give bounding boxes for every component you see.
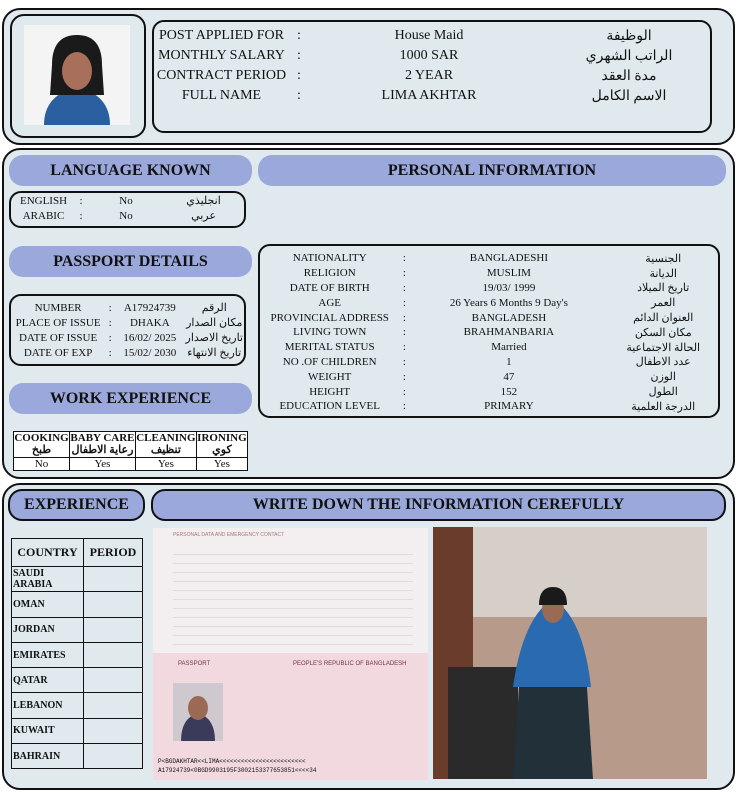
row-colon: : [402,400,406,413]
row-label: DATE OF EXP [23,346,93,359]
row-colon: : [108,331,112,344]
row-value: House Maid [394,28,464,43]
row-colon: : [297,88,301,103]
passport-label: PASSPORT [178,661,211,667]
row-colon: : [402,281,406,294]
candidate-photo [24,25,130,125]
row-arabic-label: تاريخ الانتهاء [187,347,242,359]
personal-row [260,281,718,296]
experience-row [12,693,143,718]
experience-header-row [12,539,143,567]
skill-name-arabic: كوي [212,443,232,456]
work-table [13,431,248,471]
row-arabic-label: الديانة [649,267,677,280]
header-row [154,26,710,46]
period-cell[interactable] [84,617,143,642]
row-label: NUMBER [34,301,82,314]
row-arabic-label: الرقم [201,302,227,314]
work-skill-header [135,432,196,458]
personal-row [260,369,718,384]
row-label: FULL NAME [181,88,262,103]
experience-row [12,642,143,667]
personal-row [260,310,718,325]
header-row [154,66,710,86]
experience-row [12,744,143,769]
row-colon: : [108,316,112,329]
language-box [9,191,246,228]
row-label: PLACE OF ISSUE [15,316,101,329]
row-colon: : [402,385,406,398]
row-value: LIMA AKHTAR [381,88,477,103]
personal-row [260,325,718,340]
row-colon: : [402,370,406,383]
row-value: No [119,194,133,207]
row-colon: : [402,311,406,324]
language-row [11,193,244,208]
header-row [154,46,710,66]
row-label: NO .OF CHILDREN [282,355,377,368]
country-cell: OMAN [12,592,84,617]
personal-row [260,355,718,370]
row-label: WEIGHT [308,370,352,383]
row-arabic-label: تاريخ الاصدار [185,332,243,344]
passport-box [9,294,246,366]
row-value: BANGLADESH [471,311,547,324]
row-label: MONTHLY SALARY [158,48,285,63]
row-colon: : [402,267,406,280]
experience-row [12,592,143,617]
row-colon: : [297,68,301,83]
row-colon: : [297,28,301,43]
row-value: 15/02/ 2030 [123,346,177,359]
skill-name: BABY CARE [70,432,135,444]
row-colon: : [402,355,406,368]
row-label: DATE OF BIRTH [289,281,370,294]
skill-name-arabic: طبخ [31,443,52,456]
row-arabic-label: عدد الاطفال [635,356,691,369]
personal-box [258,244,720,418]
country-header: COUNTRY [12,539,84,567]
row-colon: : [79,209,83,222]
row-label: HEIGHT [309,385,351,398]
row-label: RELIGION [303,267,356,280]
row-value: DHAKA [129,316,170,329]
row-label: EDUCATION LEVEL [279,400,380,413]
row-value: PRIMARY [484,400,534,413]
row-label: MERITAL STATUS [284,341,375,354]
row-value: MUSLIM [486,267,531,280]
row-arabic-label: انجليذي [186,195,221,207]
period-cell[interactable] [84,718,143,743]
experience-row [12,617,143,642]
personal-title: PERSONAL INFORMATION [258,155,726,186]
personal-row [260,384,718,399]
passport-row [11,345,244,360]
country-cell: LEBANON [12,693,84,718]
row-value: A17924739 [123,301,176,314]
row-arabic-label: الطول [648,386,678,399]
language-row [11,208,244,223]
row-value: 152 [500,385,518,398]
passport-mrz-line-1: P<BGDAKHTAR<<LIMA<<<<<<<<<<<<<<<<<<<<<<<< [158,758,306,765]
passport-holder-photo [173,683,223,741]
passport-mrz-line-2: A17924739<0BGD9903195F3002153377653851<<<<34 [158,767,317,774]
row-arabic-label: تاريخ الميلاد [637,282,690,295]
row-value: BRAHMANBARIA [463,326,555,339]
full-body-photo [433,527,707,779]
country-cell: SAUDI ARABIA [12,567,84,592]
row-value: 19/03/ 1999 [482,281,536,294]
row-arabic-label: الجنسية [645,252,682,265]
row-arabic-label: الراتب الشهري [585,48,673,64]
row-colon: : [402,296,406,309]
row-arabic-label: مدة العقد [601,68,657,84]
row-arabic-label: الاسم الكامل [591,88,667,104]
row-label: ENGLISH [19,194,68,207]
job-info-box [152,20,712,133]
work-value-row [14,458,248,471]
row-arabic-label: الوظيفة [606,28,652,44]
work-skill-value: Yes [135,458,196,471]
row-colon: : [297,48,301,63]
row-arabic-label: الحالة الاجتماعية [626,341,701,354]
work-skill-header [14,432,70,458]
row-value: 47 [503,370,515,383]
country-cell: KUWAIT [12,718,84,743]
row-colon: : [108,301,112,314]
row-arabic-label: العمر [651,297,676,310]
work-skill-header [196,432,247,458]
row-value: 1000 SAR [399,48,459,63]
header-row [154,86,710,106]
row-label: CONTRACT PERIOD [156,68,287,83]
row-arabic-label: مكان السكن [634,326,692,339]
row-arabic-label: الدرجة العلمية [631,400,696,413]
country-cell: QATAR [12,668,84,693]
row-value: BANGLADESHI [469,252,549,265]
language-title: LANGUAGE KNOWN [9,155,252,186]
country-cell: BAHRAIN [12,744,84,769]
work-skill-value: No [14,458,70,471]
passport-row [11,315,244,330]
period-cell[interactable] [84,567,143,592]
personal-row [260,266,718,281]
skill-name: CLEANING [136,432,196,444]
personal-row [260,340,718,355]
row-label: LIVING TOWN [293,326,367,339]
experience-row [12,718,143,743]
skill-name: COOKING [14,432,69,444]
experience-table [11,538,143,769]
passport-bio-page [153,653,428,780]
skill-name: IRONING [197,432,247,444]
row-colon: : [79,194,83,207]
passport-data-page-heading: PERSONAL DATA AND EMERGENCY CONTACT [173,532,285,538]
row-value: Married [491,341,527,354]
personal-row [260,399,718,414]
row-label: NATIONALITY [292,252,367,265]
period-cell[interactable] [84,642,143,667]
row-arabic-label: العنوان الدائم [633,312,694,325]
country-cell: EMIRATES [12,642,84,667]
skill-name-arabic: تنظيف [150,443,181,456]
passport-scan [153,528,428,780]
work-skill-value: Yes [196,458,247,471]
row-label: DATE OF ISSUE [18,331,98,344]
experience-title: EXPERIENCE [8,489,145,521]
work-skill-header [70,432,136,458]
row-value: 2 YEAR [404,68,454,83]
row-label: AGE [318,296,341,309]
work-header-row [14,432,248,458]
row-value: No [119,209,133,222]
work-title: WORK EXPERIENCE [9,383,252,414]
passport-row [11,300,244,315]
row-value: 1 [506,355,512,368]
row-colon: : [108,346,112,359]
experience-row [12,668,143,693]
row-label: ARABIC [22,209,65,222]
period-header: PERIOD [84,539,143,567]
info-banner: WRITE DOWN THE INFORMATION CEREFULLY [151,489,726,521]
experience-row [12,567,143,592]
period-cell[interactable] [84,693,143,718]
row-label: PROVINCIAL ADDRESS [270,311,389,324]
row-colon: : [402,252,406,265]
passport-country: PEOPLE'S REPUBLIC OF BANGLADESH [293,661,407,667]
photo-frame [10,14,146,138]
row-colon: : [402,326,406,339]
work-skill-value: Yes [70,458,136,471]
period-cell[interactable] [84,744,143,769]
row-value: 16/02/ 2025 [123,331,177,344]
row-label: POST APPLIED FOR [158,28,284,43]
period-cell[interactable] [84,668,143,693]
personal-row [260,251,718,266]
passport-row [11,330,244,345]
row-arabic-label: مكان الصدار [186,317,243,329]
passport-title: PASSPORT DETAILS [9,246,252,277]
period-cell[interactable] [84,592,143,617]
row-arabic-label: عربي [191,210,216,222]
row-arabic-label: الوزن [650,371,676,384]
country-cell: JORDAN [12,617,84,642]
row-colon: : [402,341,406,354]
skill-name-arabic: رعاية الاطفال [71,443,134,456]
passport-emergency-page [173,546,413,646]
row-value: 26 Years 6 Months 9 Day's [449,296,568,309]
personal-row [260,295,718,310]
